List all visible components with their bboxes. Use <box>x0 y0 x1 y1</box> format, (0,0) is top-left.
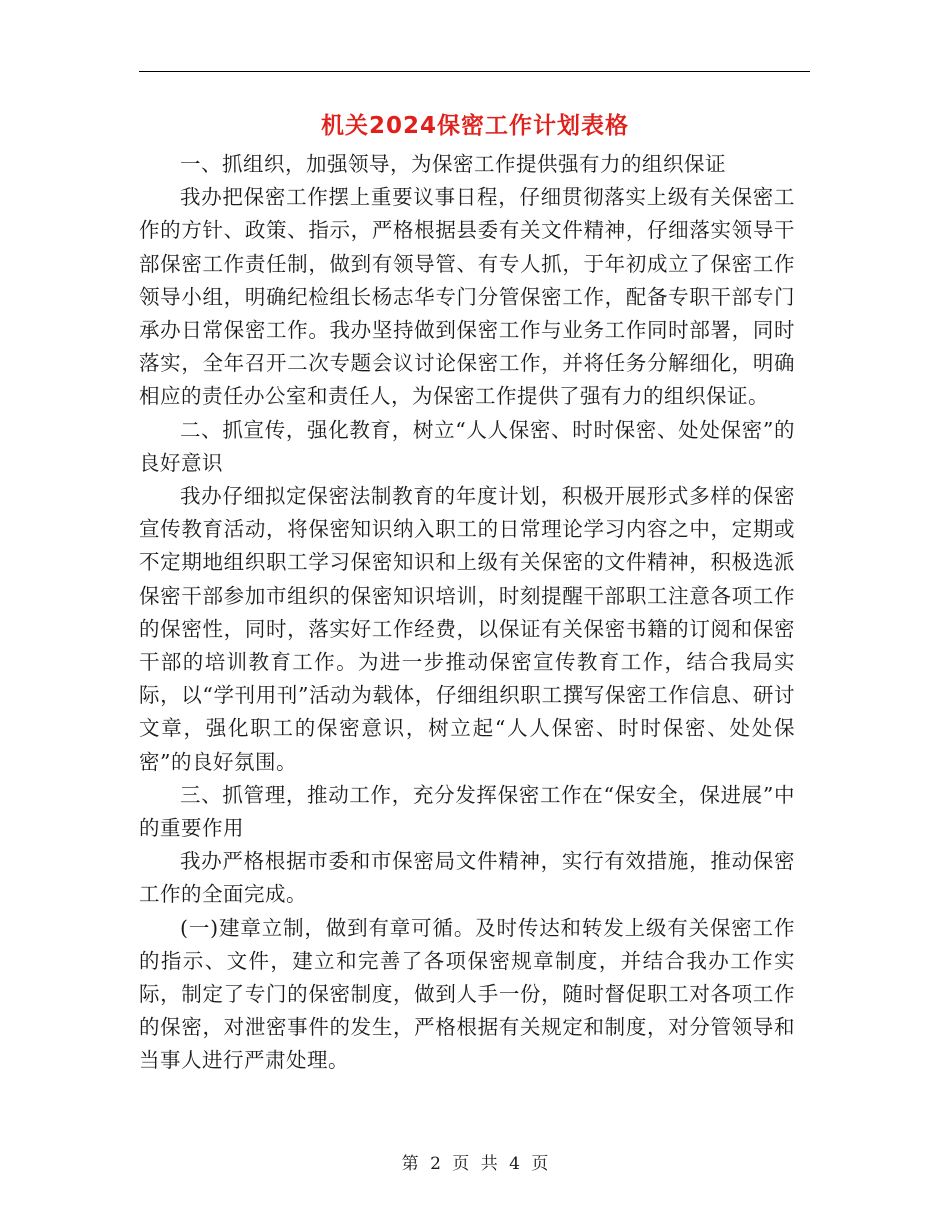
section-heading-2: 二、抓宣传，强化教育，树立“人人保密、时时保密、处处保密”的良好意识 <box>139 417 795 475</box>
page-number-footer: 第 2 页 共 4 页 <box>401 1154 549 1174</box>
paragraph: (一)建章立制，做到有章可循。及时传达和转发上级有关保密工作的指示、文件，建立和完善了各项保密规章制度，并结合我办工作实际，制定了专门的保密制度，做到人手一份，随时督促职工对各项工作的保密，对泄密事件的发生，严格根据有关规定和制度，对分管领导和当事人进行严肃处理。 <box>139 915 795 1073</box>
paragraph: 我办仔细拟定保密法制教育的年度计划，积极开展形式多样的保密宣传教育活动，将保密知识纳入职工的日常理论学习内容之中，定期或不定期地组织职工学习保密知识和上级有关保密的文件精神，积极选派保密干部参加市组织的保密知识培训，时刻提醒干部职工注意各项工作的保密性，同时，落实好工作经费，以保证有关保密书籍的订阅和保密干部的培训教育工作。为进一步推动保密宣传教育工作，结合我局实际，以“学刊用刊”活动为载体，仔细组织职工撰写保密工作信息、研讨文章，强化职工的保密意识，树立起“人人保密、时时保密、处处保密”的良好氛围。 <box>139 484 795 774</box>
header-rule <box>139 71 810 72</box>
document-title: 机关2024保密工作计划表格 <box>320 113 629 139</box>
paragraph: 我办把保密工作摆上重要议事日程，仔细贯彻落实上级有关保密工作的方针、政策、指示，严格根据县委有关文件精神，仔细落实领导干部保密工作责任制，做到有领导管、有专人抓，于年初成立了保密工作领导小组，明确纪检组长杨志华专门分管保密工作，配备专职干部专门承办日常保密工作。我办坚持做到保密工作与业务工作同时部署，同时落实，全年召开二次专题会议讨论保密工作，并将任务分解细化，明确相应的责任办公室和责任人，为保密工作提供了强有力的组织保证。 <box>139 185 795 409</box>
section-heading-1: 一、抓组织，加强领导，为保密工作提供强有力的组织保证 <box>180 152 726 176</box>
paragraph: 我办严格根据市委和市保密局文件精神，实行有效措施，推动保密工作的全面完成。 <box>139 849 795 907</box>
document-body <box>139 148 795 1078</box>
section-heading-3: 三、抓管理，推动工作，充分发挥保密工作在“保安全，保进展”中的重要作用 <box>139 782 795 841</box>
